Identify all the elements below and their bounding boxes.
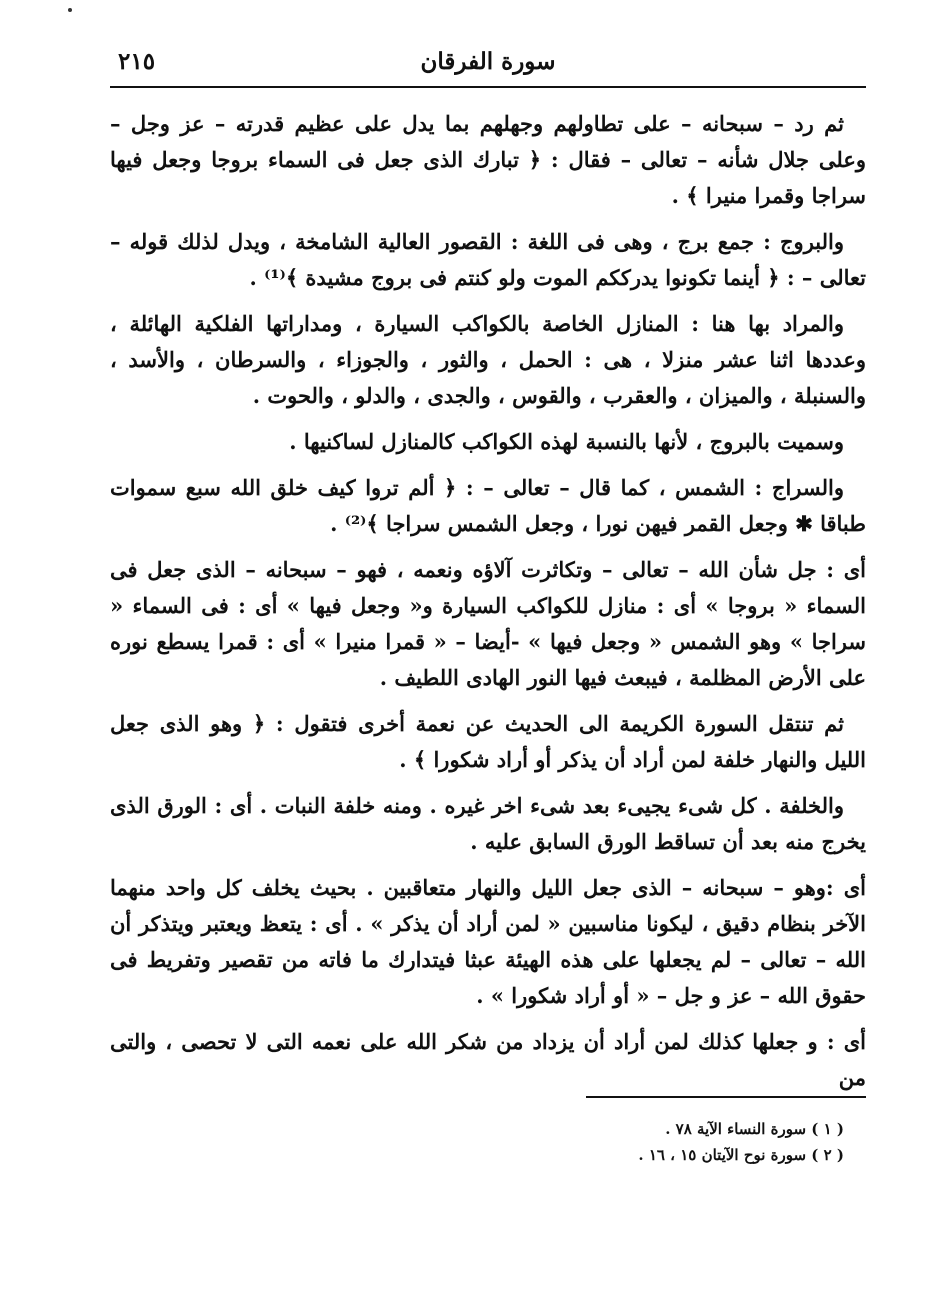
- paragraph-8: والخلفة . كل شىء يجيىء بعد شىء اخر غيره . ومنه خلفة النبات . أى : الورق الذى يخرج منه بعد أن تساقط الورق السابق عليه .: [110, 793, 866, 854]
- paragraph-3: والمراد بها هنا : المنازل الخاصة بالكواكب السيارة ، ومداراتها الفلكية الهائلة ، وعددها اثنا عشر منزلا ، هى : الحمل ، والثور ، والجوزاء ، والسرطان ، والأسد ، والسنبلة ، والميزان ، والعقرب ، والقوس ، والجدى ، والدلو ، والحوت .: [110, 311, 866, 408]
- document-page: [110, 36, 866, 1256]
- footnote-2: ( ٢ ) سورة نوح الآيتان ١٥ ، ١٦ .: [638, 1146, 844, 1164]
- footnote-1: ( ١ ) سورة النساء الآية ٧٨ .: [665, 1120, 844, 1138]
- paragraph-9: أى :وهو – سبحانه – الذى جعل الليل والنهار متعاقبين . بحيث يخلف كل واحد منهما الآخر بنظام دقيق ، ليكونا مناسبين « لمن أراد أن يذكر » . أى : يتعظ ويعتبر ويتذكر أن الله – تعالى – لم يجعلها على هذه الهيئة عبثا فيتدارك ما فاته من تقصير وتفريط فى حقوق الله – عز و جل – « أو أراد شكورا » .: [110, 875, 866, 1008]
- page-number: ٢١٥: [118, 48, 156, 75]
- paragraph-6: أى : جل شأن الله – تعالى – وتكاثرت آلاؤه ونعمه ، فهو – سبحانه – الذى جعل فى السماء « بروجا » أى : منازل للكواكب السيارة و« وجعل فيها » أى : فى السماء « سراجا » وهو الشمس « وجعل فيها » -أيضا – « قمرا منيرا » أى : قمرا يسطع نوره على الأرض المظلمة ، فيبعث فيها النور الهادى اللطيف .: [110, 557, 866, 690]
- paragraph-10: أى : و جعلها كذلك لمن أراد أن يزداد من شكر الله على نعمه التى لا تحصى ، والتى من: [110, 1029, 866, 1090]
- footnotes: [110, 1096, 866, 1168]
- page-header: [110, 36, 866, 88]
- paragraph-5: والسراج : الشمس ، كما قال – تعالى – : ﴿ ألم تروا كيف خلق الله سبع سموات طباقا ✱ وجعل القمر فيهن نورا ، وجعل الشمس سراجا ﴾⁽²⁾ .: [110, 475, 866, 536]
- body-text: [110, 106, 866, 1096]
- paragraph-2: والبروج : جمع برج ، وهى فى اللغة : القصور العالية الشامخة ، ويدل لذلك قوله – تعالى – : ﴿ أينما تكونوا يدرككم الموت ولو كنتم فى بروج مشيدة ﴾⁽¹⁾ .: [110, 229, 866, 290]
- footnote-rule: [586, 1096, 866, 1098]
- surah-title: سورة الفرقان: [420, 48, 556, 75]
- paragraph-7: ثم تنتقل السورة الكريمة الى الحديث عن نعمة أخرى فتقول : ﴿ وهو الذى جعل الليل والنهار خلفة لمن أراد أن يذكر أو أراد شكورا ﴾ .: [110, 711, 866, 772]
- paragraph-1: ثم رد – سبحانه – على تطاولهم وجهلهم بما يدل على عظيم قدرته – عز وجل – وعلى جلال شأنه – تعالى – فقال : ﴿ تبارك الذى جعل فى السماء بروجا وجعل فيها سراجا وقمرا منيرا ﴾ .: [110, 111, 866, 208]
- page-speck: [68, 8, 72, 12]
- paragraph-4: وسميت بالبروج ، لأنها بالنسبة لهذه الكواكب كالمنازل لساكنيها .: [289, 429, 844, 454]
